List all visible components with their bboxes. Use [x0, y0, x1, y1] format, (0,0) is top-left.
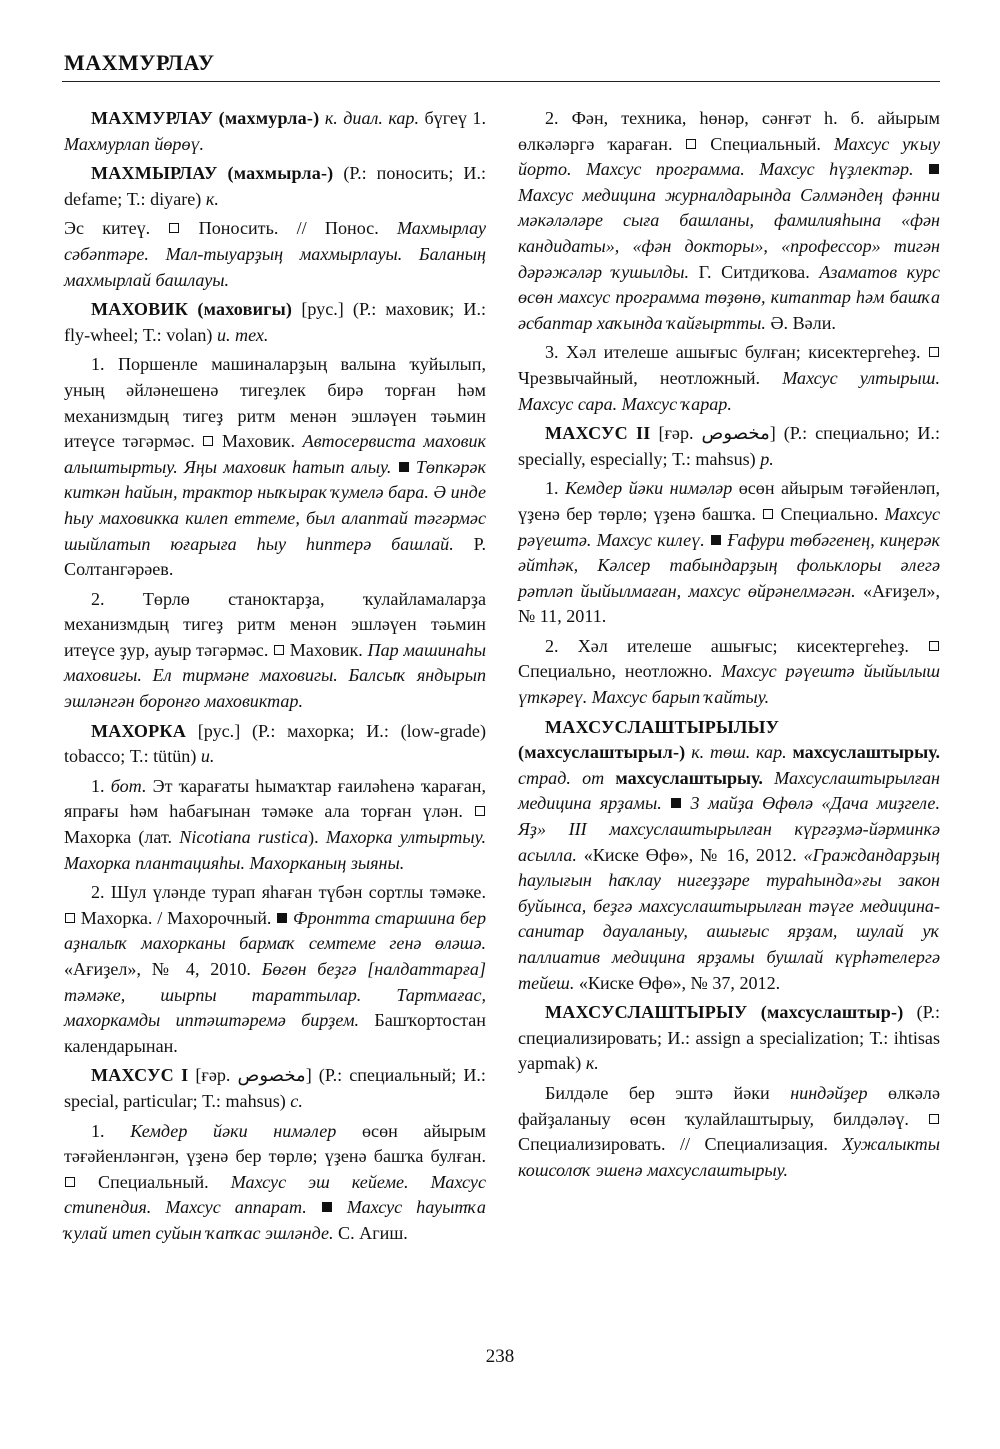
text-run: [рус.] (Р.: маховик; И.: fly-wheel; Т.: volan) [64, 299, 486, 345]
headword: МАХСУС I [91, 1065, 189, 1086]
header-rule [62, 81, 940, 82]
italic-text: Кемдер йәки нимәлер [130, 1120, 337, 1141]
text-run: Махорка (лат. [64, 827, 180, 848]
italic-text: Махорка ултыртыу. Махорка плантацияһы. Махорканың зыяны. [64, 827, 487, 873]
text-run [763, 768, 774, 788]
italic-text: Пар машинаһы маховигы. Ел тирмәне маховигы. Балсыҡ яндырып эшләнгән боронғо маховиктар. [64, 639, 486, 712]
example-marker-icon [671, 798, 681, 808]
example-marker-icon [399, 462, 409, 472]
italic-text: Азаматов курс өсөн махсус программа төҙөнө, китаптар һәм башҡа әсбаптар хаҡында ҡайғыртты. [518, 261, 940, 333]
translation-marker-icon [65, 1177, 75, 1187]
text-run: Маховик. [285, 639, 368, 660]
text-run: «Киске Өфө», № 16, 2012. [576, 844, 804, 865]
italic-text: Бөгөн беҙгә [налдаттарға] тәмәке, шырпы тараттылар. Тартмағас, махоркамды иптәштәремә бирҙем. [64, 959, 486, 1031]
left-column [64, 106, 486, 1251]
text-run: Билдәле бер эштә йәки [545, 1082, 791, 1103]
text-run: 1. [91, 775, 111, 796]
text-run: Башҡортостан календарынан. [64, 1010, 486, 1056]
example-marker-icon [929, 164, 939, 174]
italic-text: Махмурлап йөрөү. [64, 133, 205, 154]
text-run: ). [308, 827, 326, 848]
dictionary-entry [64, 719, 486, 770]
italic-text: Махмырлау сәбәптәре. Мал-тыуарҙың махмырлауы. Баланың махмырлай башлауы. [64, 218, 486, 290]
italic-text: к. диал. кар. [324, 108, 419, 128]
italic-text: с. [290, 1090, 303, 1111]
dictionary-entry [64, 297, 486, 348]
translation-marker-icon [274, 645, 284, 655]
translation-marker-icon [929, 1114, 939, 1124]
text-run: 1. [91, 1120, 131, 1141]
example-marker-icon [711, 535, 721, 545]
headword: МАХСУСЛАШТЫРЫЛЫУ (махсуслаштырыл-) [518, 716, 780, 763]
right-column [518, 106, 940, 1187]
example-marker-icon [322, 1202, 332, 1212]
italic-text: к. [585, 1053, 599, 1074]
text-run: «Киске Өфө», № 37, 2012. [574, 972, 781, 993]
text-run: өлкәлә файҙаланыу өсөн ҡулайлаштырыу, билдәләү. [518, 1082, 940, 1129]
text-run: [рус.] (Р.: махорка; И.: (low-grade) tobacco; Т.: tütün) [64, 720, 486, 767]
text-run [604, 768, 615, 788]
translation-marker-icon [475, 806, 485, 816]
italic-text: р. [760, 448, 774, 469]
text-run: Специально. [774, 503, 885, 524]
dictionary-entry [64, 106, 486, 157]
bold-reference: махсуслаштырыу. [792, 742, 940, 763]
dictionary-entry [64, 1063, 486, 1114]
text-run: Специальный. [697, 133, 834, 154]
italic-text: Автосервиста маховик алыштыртыу. Яңы маховик һатып алыу. [64, 431, 486, 477]
italic-text: Ғафури төбәгенең, киңерәк әйтһәк, Кәлсер табындарҙың фольклоры әлегә рәтләп йыйылмаған, махсус өйрәнелмәгән. [518, 529, 940, 601]
text-run: Чрезвычайный, неотложный. [518, 367, 783, 388]
italic-text: страд. от [518, 767, 605, 788]
translation-marker-icon [65, 913, 75, 923]
italic-text: Төпкәрәк киткән һайын, трактор ныҡырак ҡумелә бара. Ә инде һыу маховикка килеп еттеме, был алаптай тәгәрмәс шыйлатып юғарыға һыу һиптерә башлай. [64, 456, 487, 554]
dictionary-entry [518, 1000, 940, 1077]
text-run: Маховик. [214, 431, 303, 452]
italic-text: к. төш. кар. [691, 742, 787, 763]
italic-text: бот. [110, 775, 147, 796]
headword: МАХОВИК (маховигы) [91, 299, 293, 320]
page-number: 238 [485, 1346, 515, 1367]
text-run: 1. [545, 478, 566, 499]
translation-marker-icon [763, 509, 773, 519]
entry-sense [64, 880, 486, 1059]
italic-text: ниндәйҙер [790, 1082, 868, 1103]
translation-marker-icon [686, 139, 696, 149]
text-run: 2. Фән, техника, һөнәр, сәнғәт һ. б. айырым өлкәләргә ҡараған. [518, 108, 940, 154]
entry-sense [64, 587, 486, 715]
text-run: Специальный. [76, 1171, 231, 1192]
italic-text: и. тех. [216, 324, 269, 345]
dictionary-entry [64, 161, 486, 212]
italic-text: Махсус уҡыу йорто. Махсус программа. Махсус һүҙлектәр. [518, 133, 940, 180]
entry-sense [518, 106, 940, 336]
text-run: өсөн айырым тәғәйенләп, үҙенә бер төрлө; үҙенә башҡа. [518, 478, 940, 524]
italic-text: Махсуслаштырылған медицина ярҙамы. [518, 767, 940, 814]
text-run: «Ағиҙел», № 11, 2011. [518, 580, 940, 627]
italic-text: к. [205, 188, 219, 209]
text-run: [ғәр. مخصوص] (Р.: специально; И.: specially, especially; Т.: mahsus) [518, 423, 940, 469]
italic-text: и. [200, 746, 215, 767]
italic-text: Махсус эш кейеме. Махсус стипендия. Махсус аппарат. [64, 1171, 486, 1218]
italic-text: Махсус медицина журналдарында Сәлмәндең фәнни мәкәләләре сыға башланы, фамилияһына «фән кандидаты», «фән докторы», «профессор» тигән дәрәжәләр ҡушылды. [518, 184, 940, 282]
headword: МАХСУСЛАШТЫРЫУ (махсуслаштыр-) [545, 1002, 904, 1023]
entry-sense [64, 774, 486, 876]
headword: МАХСУС II [545, 423, 651, 444]
italic-text: «Граждандарҙың һаулығын һаҡлау нигеҙҙәре тураһында»ғы закон буйынса, беҙгә махсуслаштырылған тәүге медицина-санитар дауаланыу, ашығыс ярҙам, шулай уҡ паллиатив медицина ярҙамы бушлай күрһәтелергә тейеш. [518, 844, 940, 993]
headword: МАХМЫРЛАУ (махмырла-) [91, 163, 334, 184]
italic-text: Кемдер йәки нимәләр [565, 478, 733, 499]
example-marker-icon [277, 913, 287, 923]
entry-sense [64, 1119, 486, 1247]
translation-marker-icon [929, 641, 939, 651]
text-run: 3. Хәл ителеше ашығыс булған; кисектергеһеҙ. [545, 342, 928, 363]
text-run: 1. Поршенле машиналарҙың валына ҡуйылып, уның әйләнешенә тигеҙлек бирә торған һәм механизмдың тигеҙ ритм менән эшләүен тәьмин итеүсе тәгәрмәс. [64, 354, 486, 452]
text-run: бүгеү 1. [419, 108, 486, 128]
entry-sense [64, 352, 486, 582]
text-run: «Ағиҙел», № 4, 2010. [64, 959, 262, 979]
text-run: Специализировать. // Специализация. [518, 1134, 843, 1155]
text-run: (Р.: специализировать; И.: assign a specialization; Т.: ihtisas yapmak) [518, 1002, 940, 1074]
entry-sense [518, 634, 940, 711]
italic-text: 3 майҙа Өфөлә «Дача миҙгеле. Яҙ» III махсуслаштырылған күргәҙмә-йәрминкә асылла. [518, 793, 940, 865]
entry-sense [518, 1081, 940, 1183]
text-run: Г. Ситдиҡова. [689, 261, 820, 282]
text-run: 2. Хәл ителеше ашығыс; кисектергеһеҙ. [545, 635, 928, 656]
translation-marker-icon [929, 347, 939, 357]
dictionary-entry [518, 421, 940, 472]
translation-marker-icon [203, 436, 213, 446]
text-run: өсөн айырым тәғәйенләнгән, үҙенә бер төрлө; үҙенә башҡа булған. [64, 1120, 486, 1167]
text-run: Р. Солтангәрәев. [64, 533, 486, 580]
text-run: Ә. Вәли. [765, 312, 836, 333]
italic-text: Махсус һауытҡа ҡулай итеп суйын ҡапҡас эшләнде. [64, 1197, 486, 1243]
translation-marker-icon [169, 223, 179, 233]
headword: МАХМУРЛАУ (махмурла-) [91, 108, 320, 128]
entry-sense [518, 476, 940, 630]
entry-sense [64, 216, 486, 293]
entry-sense [518, 340, 940, 417]
text-run: [ғәр. مخصوص] (Р.: специальный; И.: special, particular; Т.: mahsus) [64, 1065, 486, 1111]
bold-reference: махсуслаштырыу. [615, 767, 763, 788]
text-run: Эт ҡарағаты һымаҡтар ғаиләһенә ҡараған, япрағы һәм һабағынан тәмәке ала торған үлән. [64, 775, 487, 822]
running-head: МАХМУРЛАУ [64, 50, 215, 75]
italic-text: Махсус ултырыш. Махсус сара. Махсус ҡарар. [518, 367, 940, 414]
text-run: Махорка. / Махорочный. [76, 907, 277, 928]
italic-text: Фронтта старшина бер аҙналыҡ махорканы бармаҡ семтеме генә өләшә. [64, 907, 486, 954]
text-run: 2. Шул үләнде турап яһаған түбән сортлы тәмәке. [91, 882, 486, 903]
text-run: 2. Төрлө станоктарҙа, ҡулайламаларҙа механизмдың тигеҙ ритм менән эшләүен тәьмин итеүсе ҙур, ауыр тәгәрмәс. [64, 588, 486, 660]
text-run: С. Агиш. [333, 1222, 408, 1243]
text-run: (Р.: поносить; И.: defame; Т.: diyare) [64, 163, 486, 209]
text-run: Эс китеү. [64, 218, 169, 239]
text-run: Специально, неотложно. [518, 661, 722, 682]
italic-text: Махсус рәүештә йыйылыш үткәреү. Махсус барып ҡайтыу. [518, 661, 940, 708]
dictionary-entry [518, 715, 940, 997]
headword: МАХОРКА [91, 720, 187, 741]
italic-text: Nicotiana rustica [179, 827, 309, 848]
text-run: Поносить. // Понос. [180, 218, 397, 239]
italic-text: Махсус рәүештә. Махсус килеү. [518, 503, 940, 550]
italic-text: Хужалыкты кошсолоҡ эшенә махсуслаштырыу. [518, 1134, 940, 1180]
